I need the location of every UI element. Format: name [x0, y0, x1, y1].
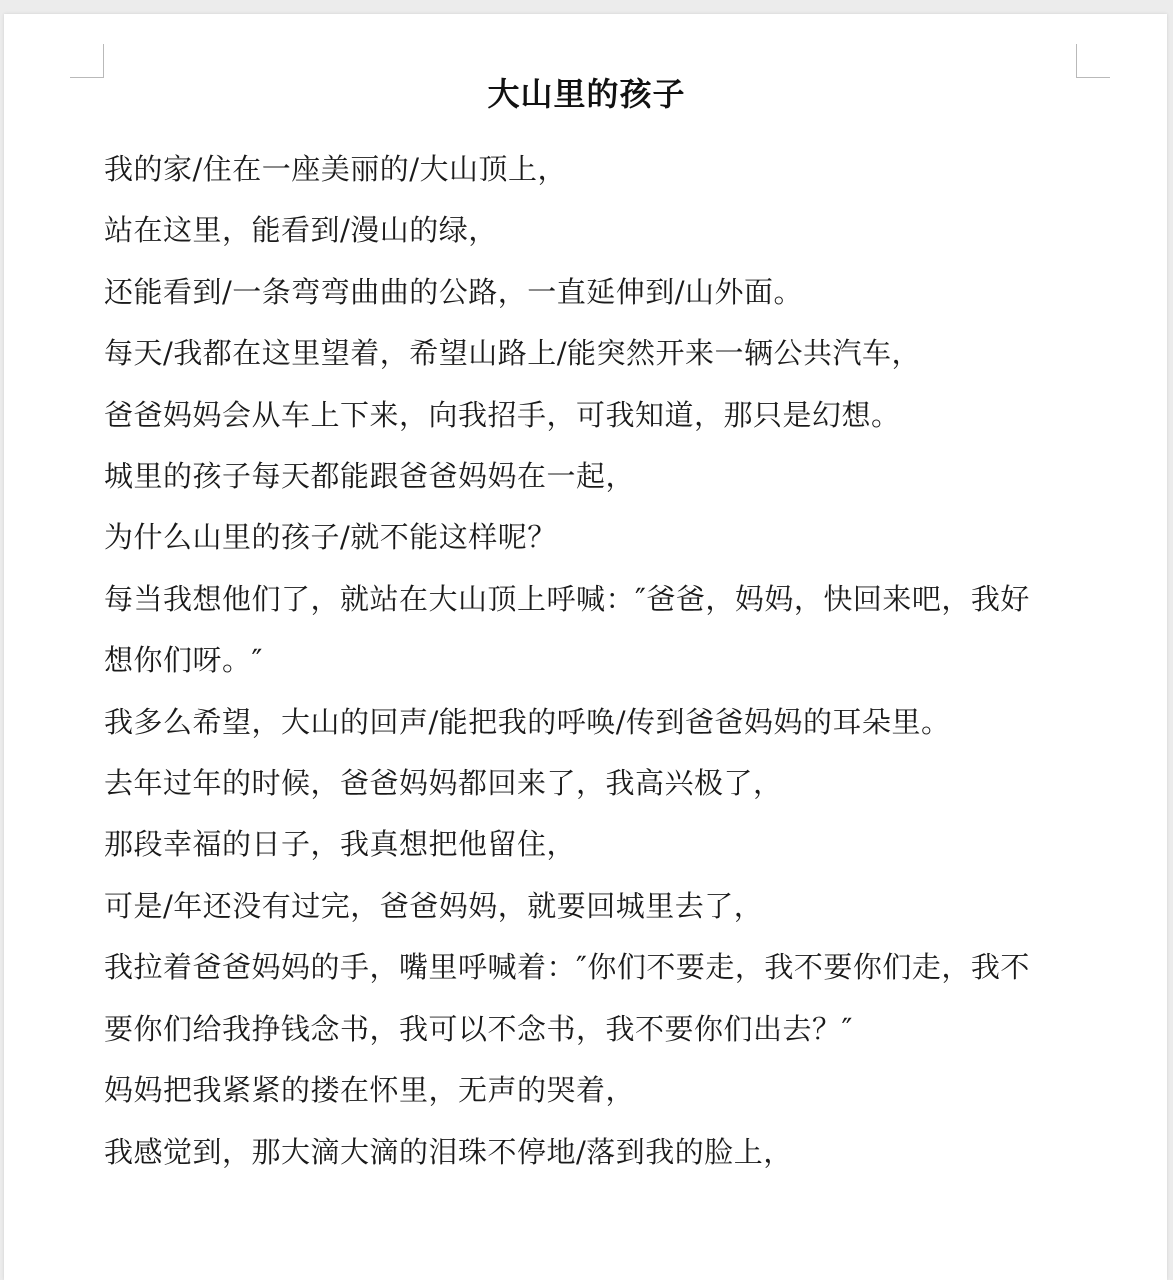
document-title: 大山里的孩子: [487, 75, 686, 113]
text-line: 城里的孩子每天都能跟爸爸妈妈在一起，: [104, 459, 636, 494]
text-line: 爸爸妈妈会从车上下来，向我招手，可我知道，那只是幻想。: [104, 397, 901, 432]
text-line: 可是/年还没有过完，爸爸妈妈，就要回城里去了，: [104, 888, 764, 923]
text-line: 我多么希望，大山的回声/能把我的呼唤/传到爸爸妈妈的耳朵里。: [104, 704, 951, 739]
text-line: 每当我想他们了，就站在大山顶上呼喊：″爸爸，妈妈，快回来吧，我好: [104, 581, 1030, 616]
text-line: 去年过年的时候，爸爸妈妈都回来了，我高兴极了，: [104, 766, 783, 801]
text-line: 那段幸福的日子，我真想把他留住，: [104, 827, 577, 862]
text-line: 还能看到/一条弯弯曲曲的公路，一直延伸到/山外面。: [104, 274, 804, 309]
text-line: 为什么山里的孩子/就不能这样呢？: [104, 520, 557, 555]
text-line: 我感觉到，那大滴大滴的泪珠不停地/落到我的脸上，: [104, 1134, 793, 1169]
text-line: 我拉着爸爸妈妈的手，嘴里呼喊着：″你们不要走，我不要你们走，我不: [104, 950, 1030, 985]
text-line: 每天/我都在这里望着，希望山路上/能突然开来一辆公共汽车，: [104, 336, 922, 371]
text-line: 要你们给我挣钱念书，我可以不念书，我不要你们出去？″: [104, 1011, 853, 1046]
text-line: 妈妈把我紧紧的搂在怀里，无声的哭着，: [104, 1073, 636, 1108]
document-body: [104, 139, 1084, 1183]
text-line: 我的家/住在一座美丽的/大山顶上，: [104, 152, 568, 186]
text-line: 站在这里，能看到/漫山的绿，: [104, 213, 498, 248]
text-line: 想你们呀。″: [104, 643, 263, 678]
